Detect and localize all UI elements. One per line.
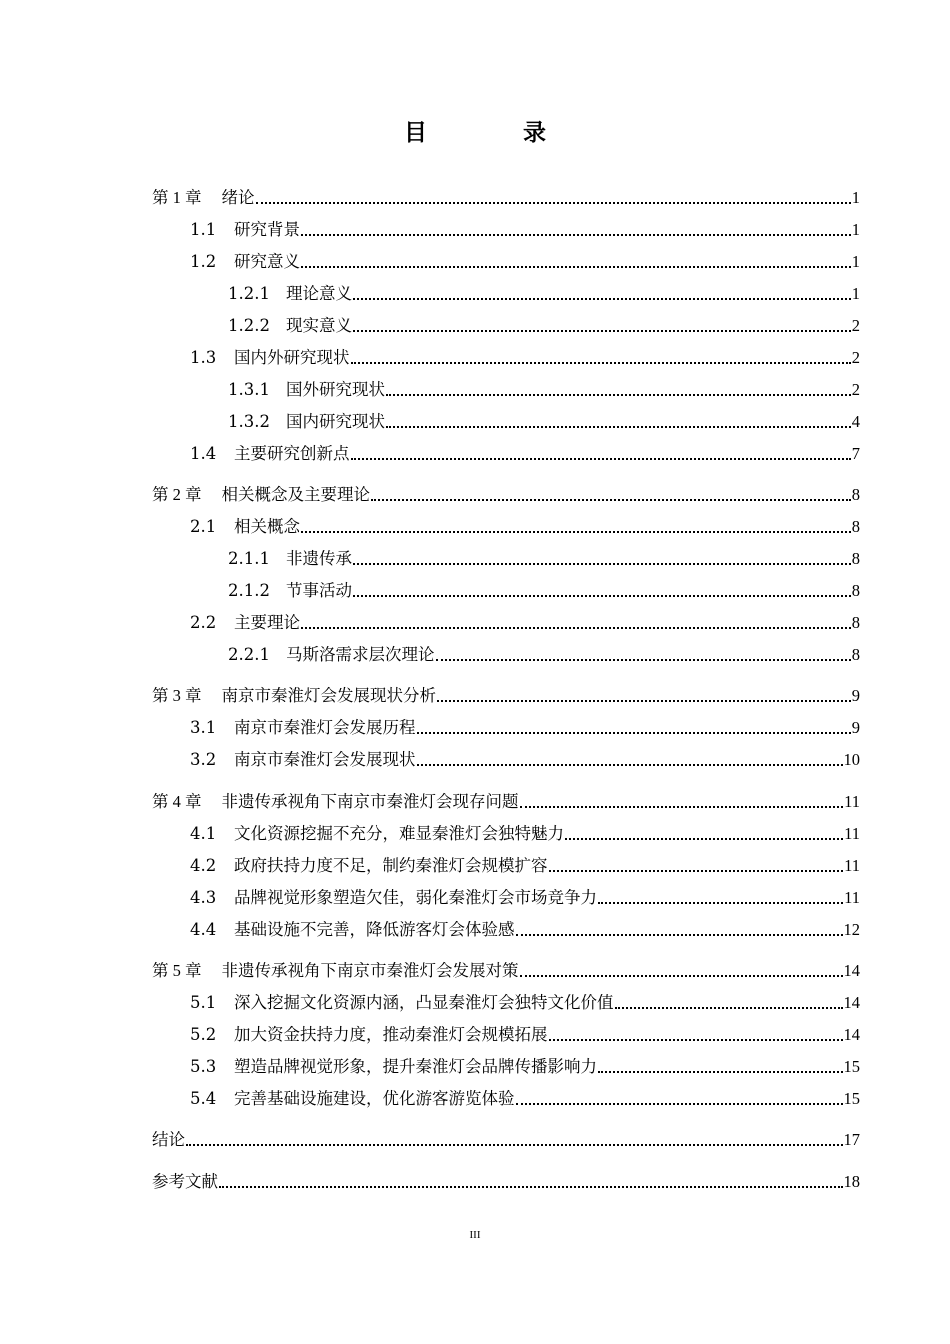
dot-leader bbox=[520, 805, 844, 808]
toc-entry-page: 17 bbox=[843, 1130, 860, 1149]
dot-leader bbox=[301, 626, 851, 629]
toc-entry-label: 非遗传承视角下南京市秦淮灯会发展对策 bbox=[221, 961, 519, 980]
toc-entry[interactable] bbox=[190, 218, 860, 242]
toc-entry-number: 2.1.2 bbox=[228, 581, 270, 600]
toc-entry-page: 14 bbox=[843, 993, 860, 1012]
toc-entry[interactable] bbox=[190, 442, 860, 466]
dot-leader bbox=[256, 201, 851, 204]
toc-entry[interactable] bbox=[152, 483, 860, 507]
toc-entry-number: 4.4 bbox=[190, 920, 217, 939]
dot-leader bbox=[353, 594, 851, 597]
toc-entry-number: 5.1 bbox=[190, 993, 217, 1012]
toc-entry-number: 4.1 bbox=[190, 824, 217, 843]
toc-entry[interactable] bbox=[190, 1023, 860, 1047]
toc-entry-page: 7 bbox=[851, 444, 860, 463]
toc-entry[interactable] bbox=[228, 314, 860, 338]
toc-entry-number: 1.3 bbox=[190, 348, 217, 367]
toc-entry[interactable] bbox=[190, 611, 860, 635]
dot-leader bbox=[516, 1102, 843, 1105]
dot-leader bbox=[516, 933, 843, 936]
dot-leader bbox=[615, 1006, 843, 1009]
toc-entry-label: 文化资源挖掘不充分，难显秦淮灯会独特魅力 bbox=[234, 824, 564, 843]
toc-entry-label: 参考文献 bbox=[152, 1172, 218, 1191]
page-title: 目 录 bbox=[403, 120, 590, 146]
toc-entry-number: 第 4 章 bbox=[152, 792, 202, 811]
toc-entry[interactable] bbox=[190, 918, 860, 942]
toc-entry-label: 国外研究现状 bbox=[286, 380, 385, 399]
toc-entry-label: 非遗传承 bbox=[286, 549, 352, 568]
dot-leader bbox=[549, 869, 844, 872]
dot-leader bbox=[351, 457, 851, 460]
toc-entry[interactable] bbox=[190, 716, 860, 740]
toc-entry[interactable] bbox=[152, 684, 860, 708]
toc-entry-label: 政府扶持力度不足，制约秦淮灯会规模扩容 bbox=[234, 856, 548, 875]
toc-entry[interactable] bbox=[152, 186, 860, 210]
toc-entry-number: 第 3 章 bbox=[152, 686, 202, 705]
toc-entry-number: 1.3.2 bbox=[228, 412, 270, 431]
toc-entry-label: 加大资金扶持力度，推动秦淮灯会规模拓展 bbox=[234, 1025, 548, 1044]
toc-entry-label: 南京市秦淮灯会发展现状分析 bbox=[221, 686, 436, 705]
toc-entry-label: 现实意义 bbox=[286, 316, 352, 335]
toc-entry-label: 主要研究创新点 bbox=[234, 444, 350, 463]
dot-leader bbox=[598, 1070, 843, 1073]
toc-entry-number: 5.3 bbox=[190, 1057, 217, 1076]
dot-leader bbox=[353, 329, 851, 332]
dot-leader bbox=[436, 658, 851, 661]
toc-entry-number: 1.2.2 bbox=[228, 316, 270, 335]
toc-entry-page: 10 bbox=[843, 750, 860, 769]
toc-entry-label: 马斯洛需求层次理论 bbox=[286, 645, 435, 664]
dot-leader bbox=[186, 1143, 843, 1146]
toc-entry-number: 4.2 bbox=[190, 856, 217, 875]
toc-entry[interactable] bbox=[190, 346, 860, 370]
toc-entry-number: 1.2.1 bbox=[228, 284, 270, 303]
toc-entry-page: 8 bbox=[851, 517, 860, 536]
toc-entry-page: 2 bbox=[851, 316, 860, 335]
toc-entry[interactable] bbox=[228, 579, 860, 603]
toc-entry-label: 理论意义 bbox=[286, 284, 352, 303]
toc-entry-page: 9 bbox=[851, 686, 860, 705]
toc-entry[interactable] bbox=[190, 250, 860, 274]
toc-entry-page: 14 bbox=[843, 961, 860, 980]
toc-entry-page: 18 bbox=[843, 1172, 860, 1191]
toc-entry-page: 8 bbox=[851, 581, 860, 600]
toc-entry-page: 8 bbox=[851, 485, 860, 504]
toc-entry-page: 1 bbox=[851, 284, 860, 303]
toc-entry-number: 2.2 bbox=[190, 613, 217, 632]
toc-entry-page: 2 bbox=[851, 380, 860, 399]
dot-leader bbox=[549, 1038, 843, 1041]
toc-entry-label: 国内研究现状 bbox=[286, 412, 385, 431]
toc-entry-label: 节事活动 bbox=[286, 581, 352, 600]
toc-entry-number: 2.1 bbox=[190, 517, 217, 536]
toc-entry[interactable] bbox=[190, 854, 860, 878]
dot-leader bbox=[351, 361, 851, 364]
toc-entry[interactable] bbox=[190, 748, 860, 772]
toc-entry[interactable] bbox=[228, 643, 860, 667]
toc-entry-number: 2.2.1 bbox=[228, 645, 270, 664]
toc-entry-number: 2.1.1 bbox=[228, 549, 270, 568]
dot-leader bbox=[417, 731, 851, 734]
dot-leader bbox=[353, 297, 851, 300]
toc-entry-page: 15 bbox=[843, 1057, 860, 1076]
toc-entry-page: 11 bbox=[844, 824, 860, 843]
toc-entry-page: 9 bbox=[851, 718, 860, 737]
toc-entry[interactable] bbox=[190, 1087, 860, 1111]
toc-entry-number: 第 5 章 bbox=[152, 961, 202, 980]
dot-leader bbox=[353, 562, 851, 565]
toc-entry-page: 1 bbox=[851, 188, 860, 207]
toc-entry-page: 1 bbox=[851, 252, 860, 271]
toc-entry-number: 5.2 bbox=[190, 1025, 217, 1044]
toc-entry-page: 11 bbox=[844, 792, 860, 811]
toc-entry[interactable] bbox=[152, 1170, 860, 1194]
dot-leader bbox=[565, 837, 843, 840]
toc-entry-label: 品牌视觉形象塑造欠佳，弱化秦淮灯会市场竞争力 bbox=[234, 888, 597, 907]
toc-entry-page: 11 bbox=[844, 856, 860, 875]
dot-leader bbox=[520, 974, 843, 977]
toc-entry-page: 8 bbox=[851, 549, 860, 568]
toc-entry-number: 1.3.1 bbox=[228, 380, 270, 399]
toc-entry[interactable] bbox=[152, 959, 860, 983]
toc-entry-label: 研究意义 bbox=[234, 252, 300, 271]
toc-entry-number: 3.2 bbox=[190, 750, 217, 769]
toc-entry-label: 深入挖掘文化资源内涵，凸显秦淮灯会独特文化价值 bbox=[234, 993, 614, 1012]
dot-leader bbox=[386, 425, 851, 428]
toc-entry-label: 非遗传承视角下南京市秦淮灯会现存问题 bbox=[221, 792, 519, 811]
dot-leader bbox=[301, 265, 851, 268]
toc-entry-label: 基础设施不完善，降低游客灯会体验感 bbox=[234, 920, 515, 939]
toc-entry-number: 1.4 bbox=[190, 444, 217, 463]
toc-entry-label: 结论 bbox=[152, 1130, 185, 1149]
toc-entry-page: 12 bbox=[843, 920, 860, 939]
toc-entry-page: 11 bbox=[844, 888, 860, 907]
dot-leader bbox=[301, 233, 851, 236]
toc-entry[interactable] bbox=[228, 282, 860, 306]
toc-entry-page: 2 bbox=[851, 348, 860, 367]
toc-entry-number: 1.2 bbox=[190, 252, 217, 271]
toc-entry[interactable] bbox=[190, 886, 860, 910]
dot-leader bbox=[598, 901, 843, 904]
dot-leader bbox=[386, 393, 851, 396]
toc-entry-label: 塑造品牌视觉形象，提升秦淮灯会品牌传播影响力 bbox=[234, 1057, 597, 1076]
toc-entry-number: 1.1 bbox=[190, 220, 217, 239]
toc-entry-label: 相关概念及主要理论 bbox=[221, 485, 370, 504]
toc-entry-page: 8 bbox=[851, 613, 860, 632]
toc-entry-page: 4 bbox=[851, 412, 860, 431]
toc-entry-label: 绪论 bbox=[221, 188, 255, 207]
toc-entry-label: 国内外研究现状 bbox=[234, 348, 350, 367]
toc-entry[interactable] bbox=[152, 790, 860, 814]
toc-entry-label: 南京市秦淮灯会发展历程 bbox=[234, 718, 416, 737]
toc-entry-number: 第 1 章 bbox=[152, 188, 202, 207]
page-number-footer: III bbox=[469, 1229, 481, 1241]
toc-entry-number: 4.3 bbox=[190, 888, 217, 907]
toc-entry-page: 14 bbox=[843, 1025, 860, 1044]
toc-entry[interactable] bbox=[228, 547, 860, 571]
dot-leader bbox=[219, 1185, 843, 1188]
toc-entry[interactable] bbox=[152, 1128, 860, 1152]
toc-entry-label: 相关概念 bbox=[234, 517, 300, 536]
toc-entry[interactable] bbox=[190, 991, 860, 1015]
dot-leader bbox=[371, 498, 851, 501]
toc-entry-label: 研究背景 bbox=[234, 220, 300, 239]
toc-entry-page: 1 bbox=[851, 220, 860, 239]
toc-entry-number: 第 2 章 bbox=[152, 485, 202, 504]
toc-entry[interactable] bbox=[190, 822, 860, 846]
toc-entry[interactable] bbox=[228, 378, 860, 402]
toc-entry-label: 主要理论 bbox=[234, 613, 300, 632]
toc-entry[interactable] bbox=[190, 515, 860, 539]
dot-leader bbox=[301, 530, 851, 533]
toc-entry-page: 8 bbox=[851, 645, 860, 664]
toc-entry-number: 5.4 bbox=[190, 1089, 217, 1108]
toc-entry-label: 南京市秦淮灯会发展现状 bbox=[234, 750, 416, 769]
toc-entry-number: 3.1 bbox=[190, 718, 217, 737]
toc-entry[interactable] bbox=[190, 1055, 860, 1079]
toc-entry[interactable] bbox=[228, 410, 860, 434]
toc-entry-label: 完善基础设施建设，优化游客游览体验 bbox=[234, 1089, 515, 1108]
dot-leader bbox=[437, 699, 851, 702]
toc-entry-page: 15 bbox=[843, 1089, 860, 1108]
dot-leader bbox=[417, 763, 843, 766]
